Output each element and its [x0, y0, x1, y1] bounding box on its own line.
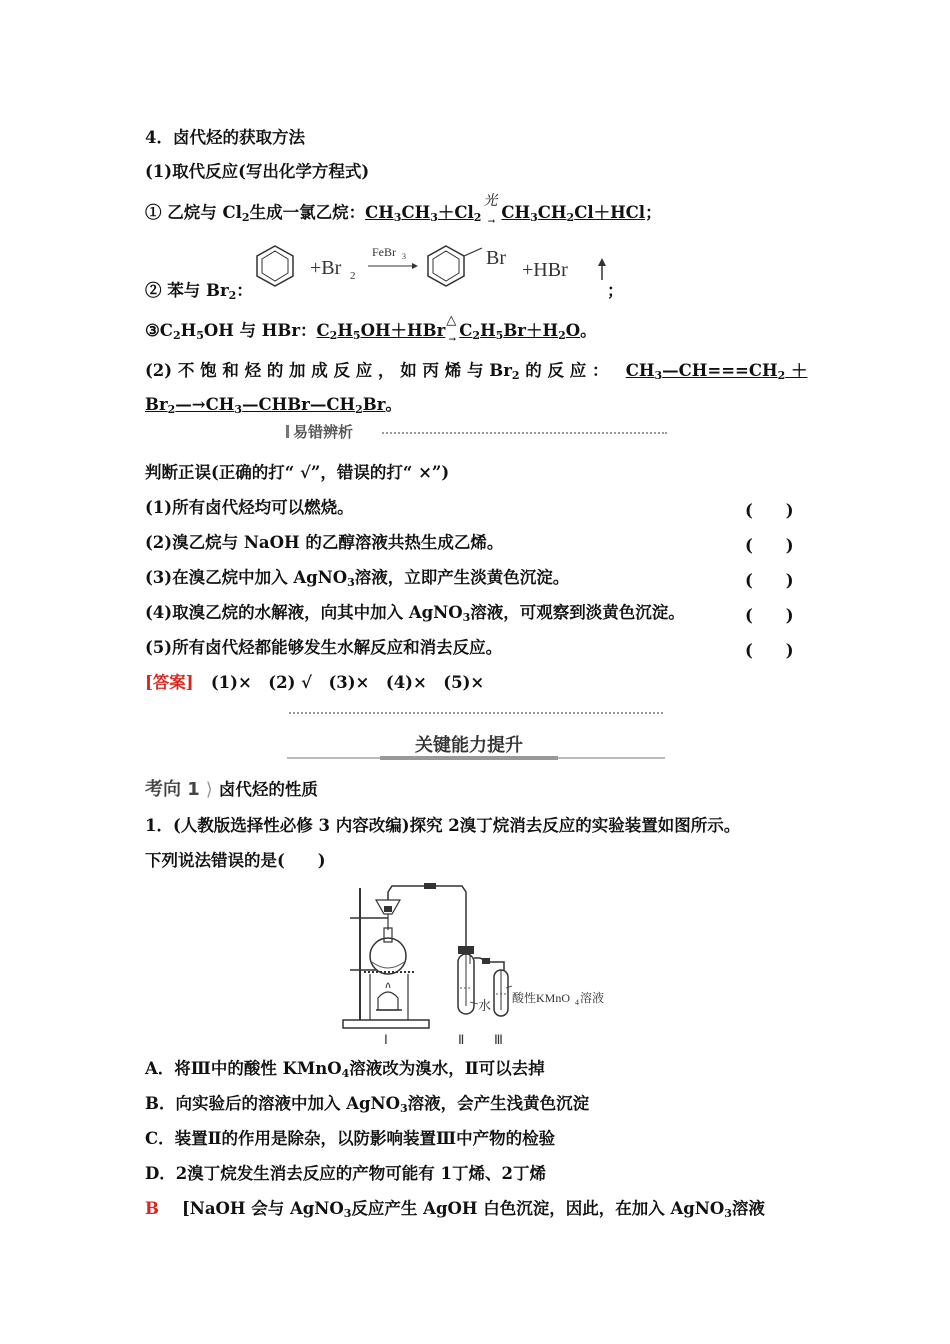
svg-text:Ⅱ: Ⅱ: [458, 1032, 465, 1047]
answer-paren-1: ( ): [745, 501, 794, 520]
benzene-bromination-equation: [250, 238, 620, 298]
topic-heading: 考向 1 ⟩ 卤代烃的性质: [145, 779, 318, 800]
answer-paren-5: ( ): [745, 641, 794, 660]
svg-text:2: 2: [350, 270, 356, 282]
equation-ethanol: $③C_2H_5OH$ 与 HBr：$C_2H_5OH+HBr$ △ $_\to$ $C_2H_5Br+H_2O$。: [145, 313, 597, 345]
svg-text:3: 3: [402, 252, 406, 261]
answer-explanation: B [NaOH 会与 AgNO$_3$反应产生 AgOH 白色沉淀，因此，在加入 AgNO$_3$溶液: [145, 1199, 765, 1220]
svg-text:+Br: +Br: [310, 257, 342, 279]
option-d: D．2溴丁烷发生消去反应的产物可能有 1丁烯、2丁烯: [145, 1164, 546, 1183]
apparatus-diagram: [340, 878, 630, 1050]
answer-paren-4: ( ): [745, 606, 794, 625]
addition-reaction-line1: (2) 不 饱 和 烃 的 加 成 反 应 ， 如 丙 烯 与 $Br_2$ 的 反 应 ： $CH_3—CH===CH_2$ ＋: [145, 361, 808, 382]
equation-ethane: ① 乙烷与 $Cl_2$生成一氯乙烷：$CH_3CH_3+Cl_2$ 光 $_\to$ $CH_3CH_2Cl+HCl$；: [145, 193, 662, 227]
answer-paren-2: ( ): [745, 536, 794, 555]
divider-dotted-bottom: [289, 712, 663, 714]
svg-text:Br: Br: [486, 247, 506, 269]
question-1-line2: 下列说法错误的是( ): [145, 851, 326, 870]
option-c: C．装置Ⅱ的作用是除杂，以防影响装置Ⅲ中产物的检验: [145, 1129, 556, 1148]
semicolon: ；: [607, 281, 624, 300]
answer-line: [答案] (1)× (2) √ (3)× (4)× (5)×: [145, 673, 485, 692]
svg-text:Ⅰ: Ⅰ: [384, 1032, 388, 1047]
subsection-title: (1)取代反应(写出化学方程式): [145, 162, 370, 181]
equation-benzene-label: ② 苯与 $Br_2$：: [145, 281, 253, 302]
answer-label: [答案]: [145, 673, 194, 692]
addition-reaction-line2: $Br_2—\to CH_3—CHBr—CH_2Br$。: [145, 395, 402, 416]
svg-text:水: 水: [478, 998, 492, 1013]
section-heading: 4．卤代烃的获取方法: [145, 128, 305, 147]
svg-text:4: 4: [575, 998, 579, 1007]
svg-text:溶液: 溶液: [580, 991, 605, 1005]
common-mistakes-title: 易错辨析: [280, 421, 381, 443]
judge-item-1: (1)所有卤代烃均可以燃烧。: [145, 498, 354, 517]
answer-letter: B: [145, 1199, 159, 1218]
judge-item-5: (5)所有卤代烃都能够发生水解反应和消去反应。: [145, 638, 503, 657]
svg-text:Ⅲ: Ⅲ: [494, 1032, 503, 1047]
key-ability-title: 关键能力提升: [415, 735, 523, 756]
judge-item-4: (4)取溴乙烷的水解液，向其中加入 AgNO$_3$溶液，可观察到淡黄色沉淀。: [145, 603, 685, 624]
question-1-line1: 1．(人教版选择性必修 3 内容改编)探究 2溴丁烷消去反应的实验装置如图所示。: [145, 816, 741, 835]
option-a: A．将Ⅲ中的酸性 KMnO$_4$溶液改为溴水，Ⅱ可以去掉: [145, 1059, 545, 1080]
svg-text:酸性KMnO: 酸性KMnO: [512, 991, 571, 1005]
divider-dotted-top: [375, 432, 667, 434]
svg-text:FeBr: FeBr: [372, 245, 396, 259]
svg-text:+HBr: +HBr: [522, 259, 568, 281]
judge-item-2: (2)溴乙烷与 NaOH 的乙醇溶液共热生成乙烯。: [145, 533, 504, 552]
judge-instructions: 判断正误(正确的打“ √”，错误的打“ ×”): [145, 463, 450, 482]
answer-paren-3: ( ): [745, 571, 794, 590]
option-b: B．向实验后的溶液中加入 AgNO$_3$溶液，会产生浅黄色沉淀: [145, 1094, 590, 1115]
judge-item-3: (3)在溴乙烷中加入 AgNO$_3$溶液，立即产生淡黄色沉淀。: [145, 568, 570, 589]
